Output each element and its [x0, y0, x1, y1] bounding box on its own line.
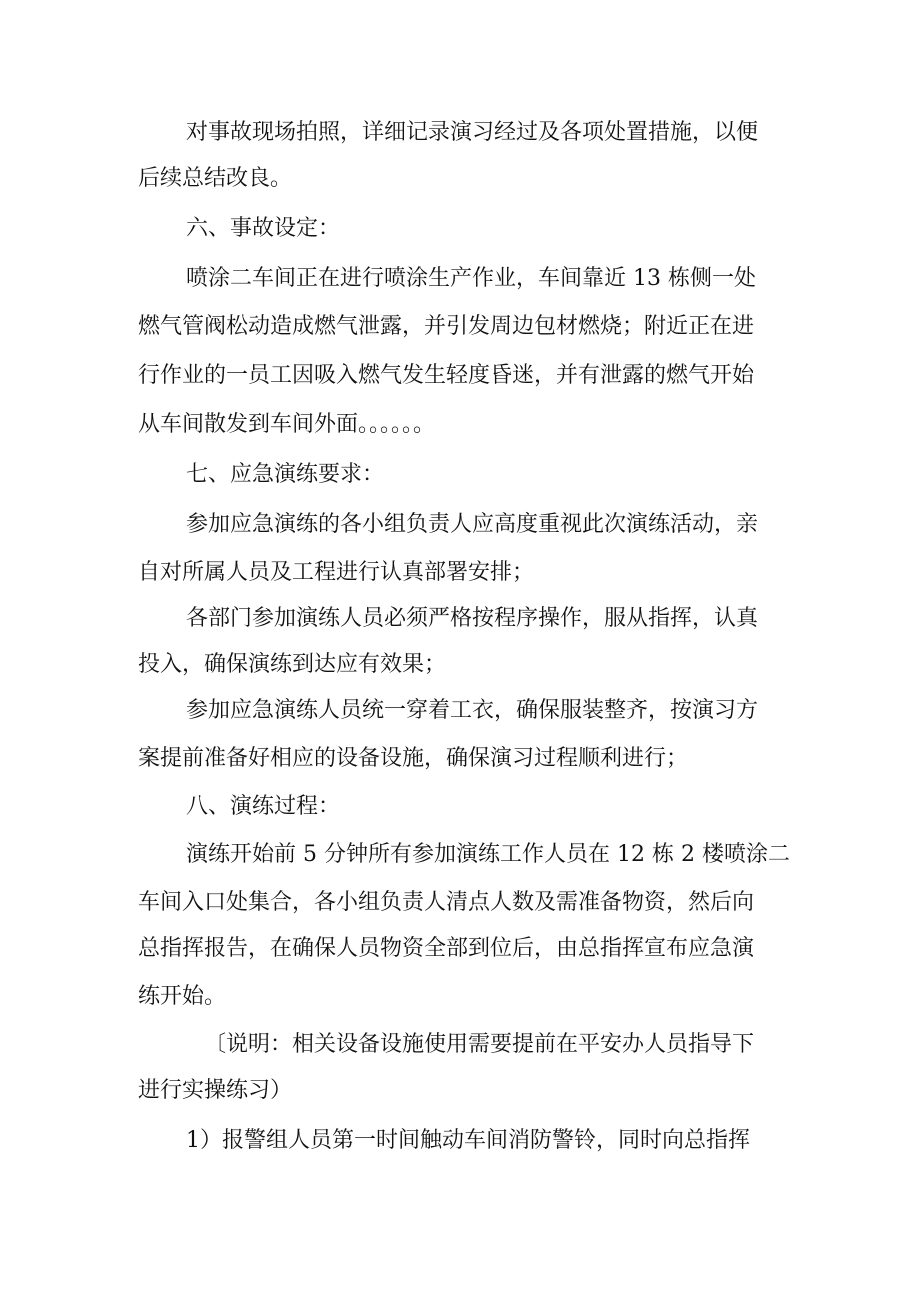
- paragraph-line: 案提前准备好相应的设备设施，确保演习过程顺利进行；: [138, 746, 689, 771]
- note-line: 〔说明：相关设备设施使用需要提前在平安办人员指导下: [204, 1032, 755, 1057]
- paragraph-line: 练开始。: [138, 984, 227, 1009]
- paragraph-line: 从车间散发到车间外面。。。。。。: [138, 412, 436, 437]
- paragraph-line: 对事故现场拍照，详细记录演习经过及各项处置措施，以便: [186, 120, 759, 145]
- paragraph-line: 后续总结改良。: [138, 166, 293, 191]
- list-item-line: 1）报警组人员第一时间触动车间消防警铃，同时向总指挥: [186, 1128, 750, 1153]
- paragraph-line: 自对所属人员及工程进行认真部署安排；: [138, 560, 535, 585]
- paragraph-line: 参加应急演练人员统一穿着工衣，确保服装整齐，按演习方: [186, 698, 759, 723]
- paragraph-line: 投入，确保演练到达应有效果；: [138, 652, 447, 677]
- paragraph-line: 总指挥报告，在确保人员物资全部到位后，由总指挥宣布应急演: [138, 936, 755, 961]
- section-heading: 八、演练过程：: [186, 794, 341, 819]
- paragraph-line: 演练开始前 5 分钟所有参加演练工作人员在 12 栋 2 楼喷涂二: [186, 842, 790, 867]
- paragraph-line: 燃气管阀松动造成燃气泄露，并引发周边包材燃烧；附近正在进: [138, 314, 755, 339]
- section-heading: 七、应急演练要求：: [186, 462, 385, 487]
- paragraph-line: 行作业的一员工因吸入燃气发生轻度昏迷，并有泄露的燃气开始: [138, 363, 755, 388]
- section-heading: 六、事故设定：: [186, 216, 341, 241]
- paragraph-line: 喷涂二车间正在进行喷涂生产作业，车间靠近 13 栋侧一处: [186, 266, 756, 291]
- note-line: 进行实操练习）: [138, 1078, 293, 1103]
- paragraph-line: 参加应急演练的各小组负责人应高度重视此次演练活动，亲: [186, 512, 759, 537]
- paragraph-line: 车间入口处集合，各小组负责人清点人数及需准备物资，然后向: [138, 890, 755, 915]
- paragraph-line: 各部门参加演练人员必须严格按程序操作，服从指挥，认真: [186, 606, 759, 631]
